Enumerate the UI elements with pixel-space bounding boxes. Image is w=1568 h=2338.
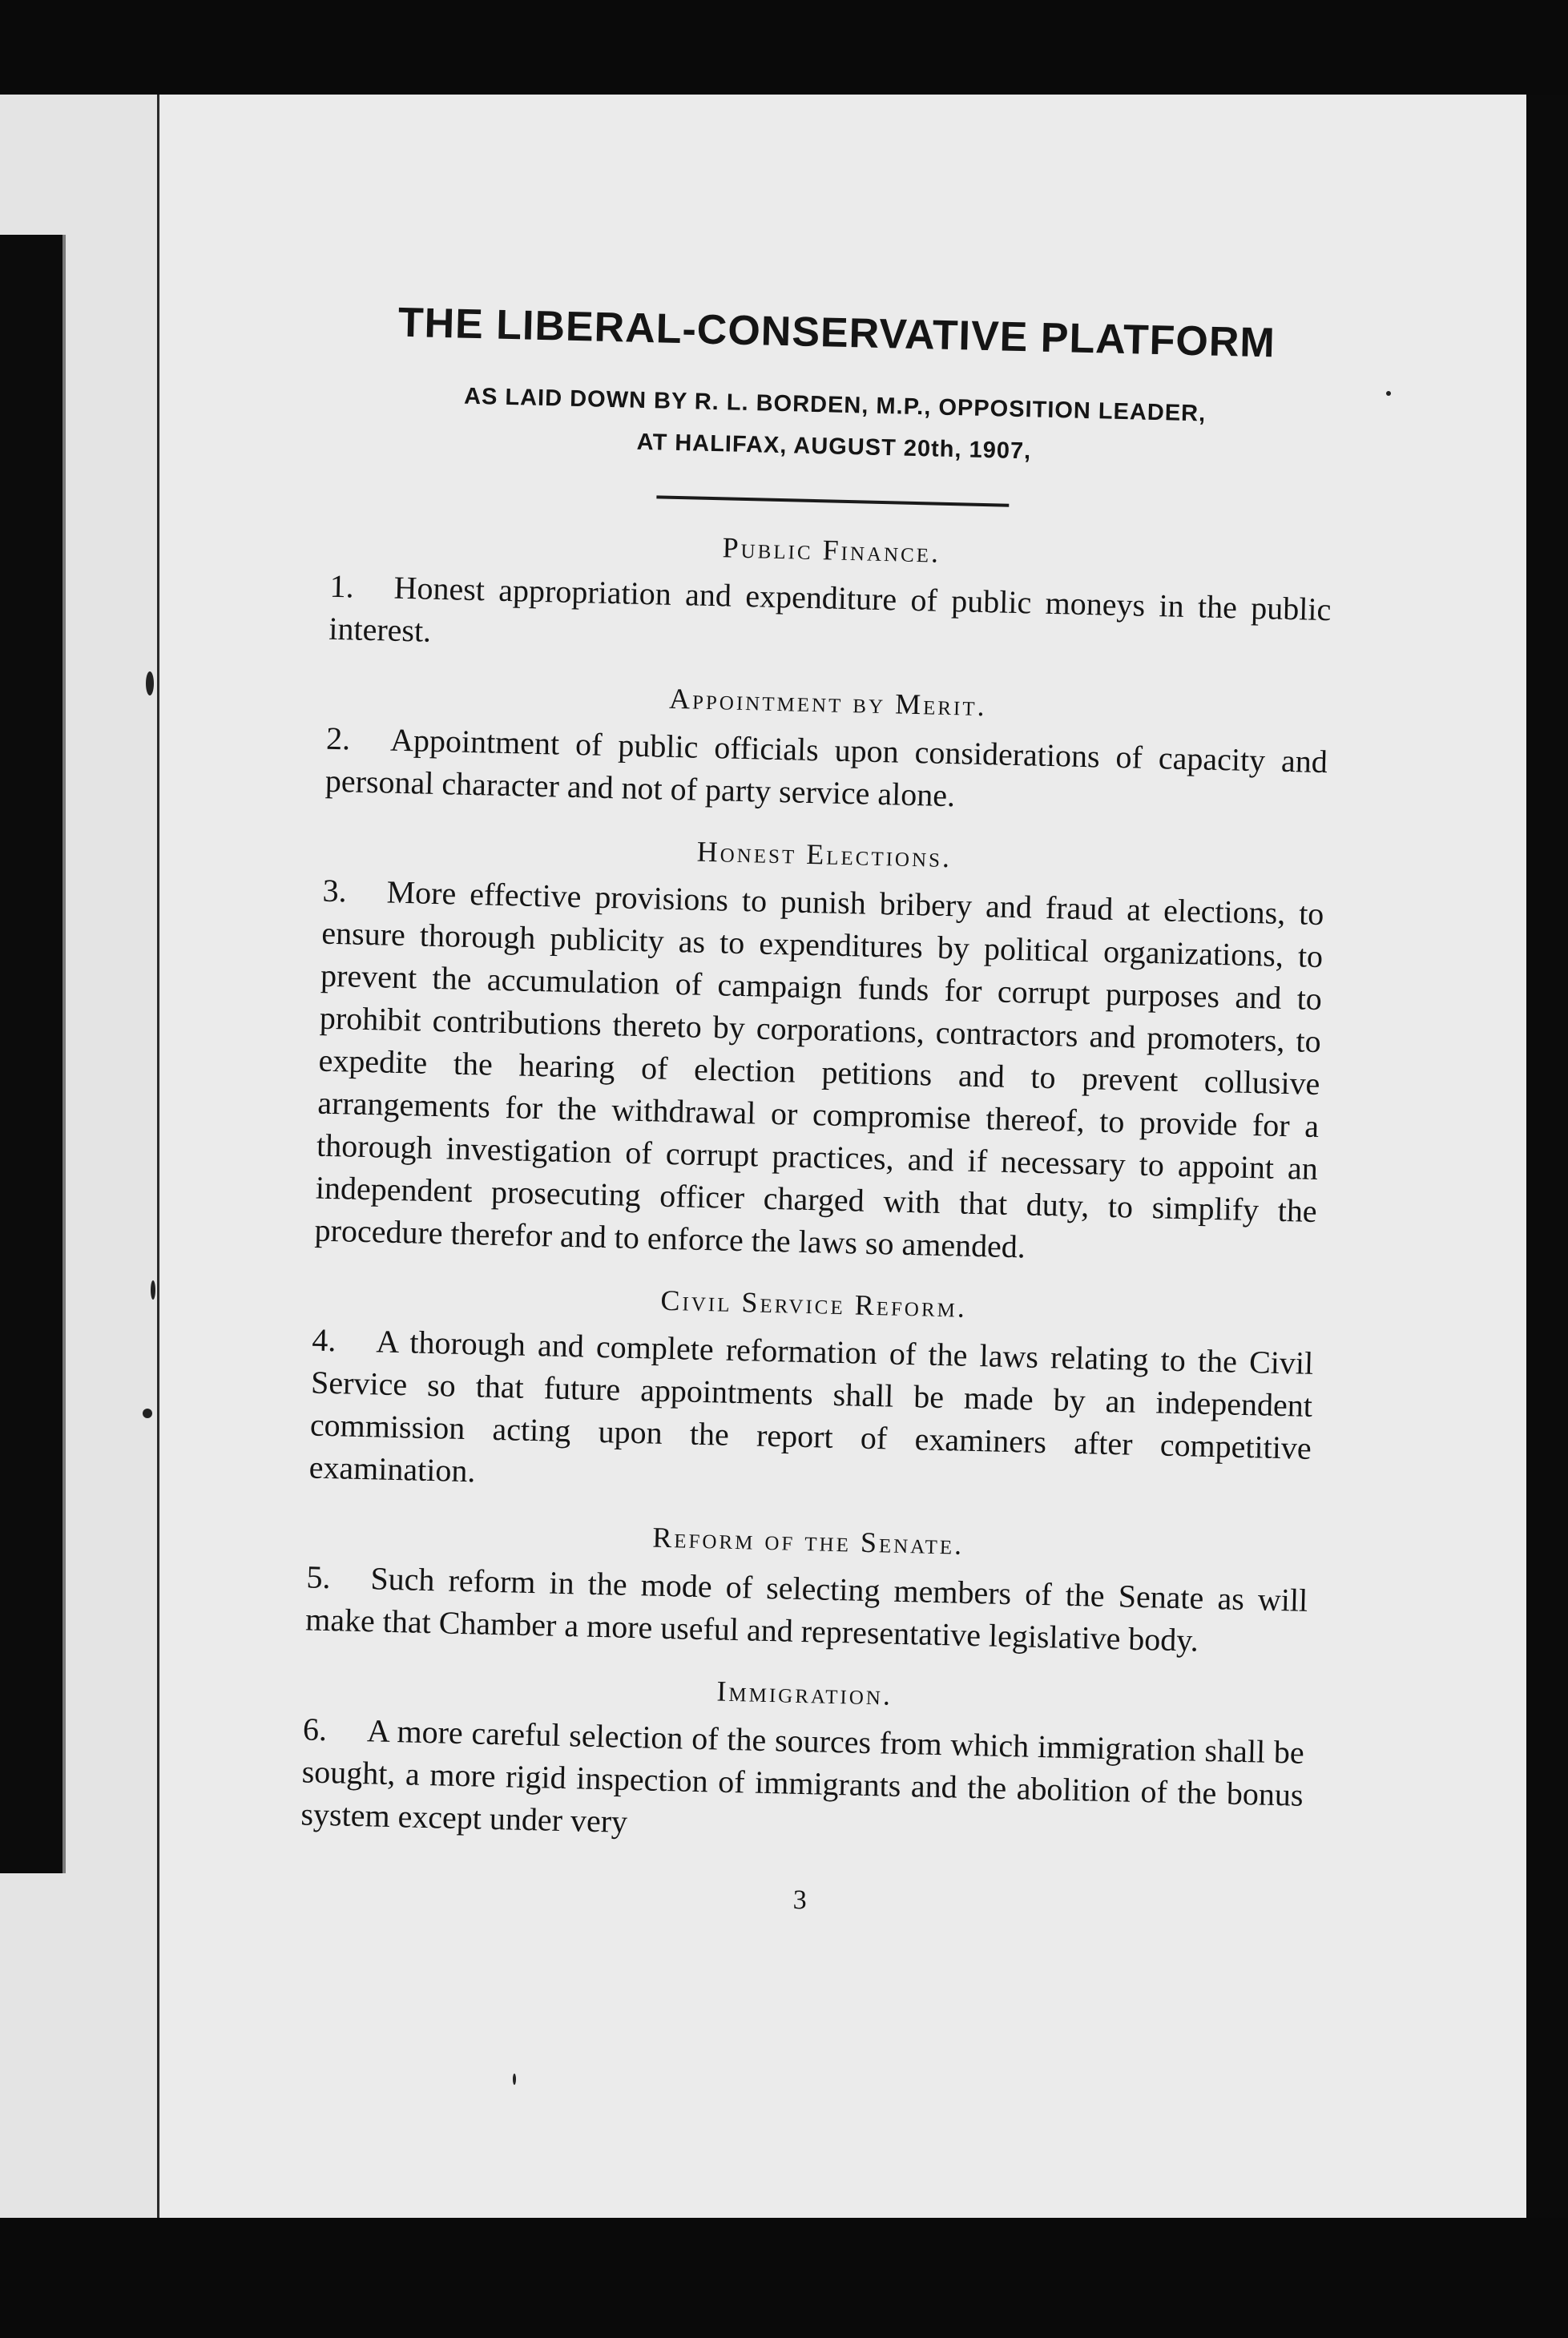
title-rule (656, 495, 1009, 506)
section-heading: Public Finance. (722, 531, 941, 569)
section-text: Such reform in the mode of selecting members of the Senate as will make that Chamber a more useful and representative legislative body. (304, 1560, 1308, 1659)
dark-panel (0, 235, 62, 1873)
section-number: 3. (322, 872, 348, 909)
section-number: 4. (311, 1321, 337, 1359)
section-number: 6. (302, 1711, 328, 1748)
section-text: A more careful selection of the sources from which immigration shall be sought, a more rigid inspection of immigrants and the abolition of the bonus system except under very (300, 1712, 1305, 1840)
section-immigration (300, 1664, 1306, 1858)
section-paragraph (308, 1319, 1314, 1512)
section-heading: Honest Elections. (696, 835, 953, 874)
subtitle-line-1: AS LAID DOWN BY R. L. BORDEN, M.P., OPPOSITION LEADER, (463, 383, 1207, 427)
section-text: A thorough and complete reformation of the laws relating to the Civil Service so that future appointments shall be made by an independent commission acting upon the report of examiners after competitive examination. (308, 1323, 1314, 1489)
section-text: More effective provisions to punish bribery and fraud at elections, to ensure thorough publicity as to expenditures by political organizations, to prevent the accumulation of campaign funds for corrupt purposes and to prohibit contributions thereto by corporations, contractors and promoters, to expedite the hearing of election petitions and to prevent collusive arrangements for the withdrawal or compromise thereof, to provide for a thorough investigation of corrupt practices, and if necessary to appoint an independent prosecuting officer charged with that duty, to simplify the procedure therefor and to enforce the laws so amended. (314, 873, 1324, 1265)
subtitle-line-2: AT HALIFAX, AUGUST 20th, 1907, (636, 429, 1032, 465)
section-paragraph (305, 1555, 1308, 1663)
section-text: Appointment of public officials upon considerations of capacity and personal character and not of party service alone. (324, 721, 1328, 814)
section-public-finance (329, 522, 1332, 673)
document-title: THE LIBERAL-CONSERVATIVE PLATFORM (397, 299, 1276, 367)
section-appointment-by-merit (324, 674, 1328, 825)
section-heading: Immigration. (716, 1675, 893, 1711)
section-heading: Reform of the Senate. (651, 1521, 965, 1561)
page-number: 3 (792, 1885, 808, 1916)
film-border-bottom (0, 2218, 1568, 2338)
section-paragraph (314, 869, 1324, 1275)
section-honest-elections (314, 826, 1325, 1275)
section-civil-service-reform (308, 1276, 1315, 1512)
film-border-top (0, 0, 1568, 95)
section-reform-of-the-senate (305, 1512, 1309, 1663)
section-paragraph (300, 1707, 1304, 1858)
section-text: Honest appropriation and expenditure of public moneys in the public interest. (328, 569, 1332, 649)
panel-edge (62, 235, 66, 1873)
section-number: 5. (305, 1558, 332, 1596)
page-content (299, 297, 1338, 1928)
page-gutter-line (157, 95, 159, 2218)
section-paragraph (329, 565, 1332, 673)
film-border-right (1526, 95, 1568, 2338)
section-paragraph (324, 717, 1328, 825)
section-number: 1. (329, 567, 355, 605)
section-heading: Appointment by Merit. (668, 682, 988, 723)
section-heading: Civil Service Reform. (660, 1284, 968, 1324)
section-number: 2. (325, 720, 351, 757)
previous-page-edge (0, 95, 160, 2218)
